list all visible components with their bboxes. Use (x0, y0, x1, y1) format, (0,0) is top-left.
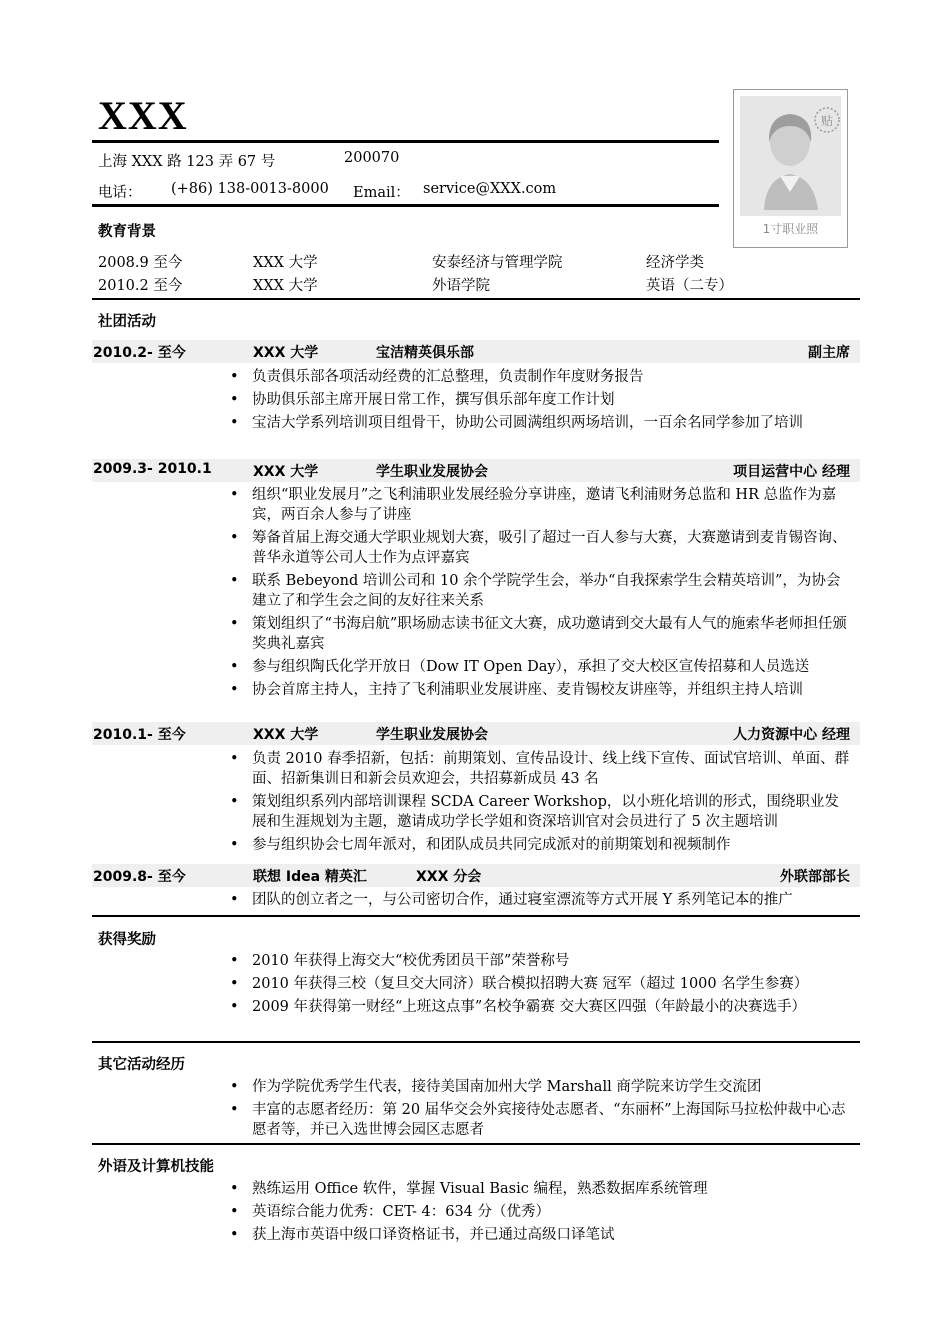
section-divider (92, 1041, 860, 1043)
clubs-title: 社团活动 (98, 314, 156, 330)
list-item: • 2010 年获得上海交大“校优秀团员干部”荣誉称号 (230, 953, 570, 969)
club-bullets (230, 485, 850, 703)
section-divider (92, 915, 860, 917)
edu-college-2: 外语学院 (432, 278, 490, 294)
awards-bullets (230, 951, 850, 1020)
phone-label: 电话： (98, 185, 142, 201)
list-item: • 策划组织了“书海启航”职场励志读书征文大赛，成功邀请到交大最有人气的施索华老师担任颁奖典礼嘉宾 (230, 616, 847, 652)
edu-date-1: 2008.9 至今 (98, 255, 183, 271)
edu-school-1: XXX 大学 (253, 255, 318, 271)
edu-college-1: 安泰经济与管理学院 (432, 255, 563, 271)
bullet-icon: • (230, 369, 239, 385)
postcode: 200070 (344, 150, 400, 166)
list-item: • 团队的创立者之一，与公司密切合作，通过寝室漂流等方式开展 Y 系列笔记本的推广 (230, 892, 793, 908)
bullet-icon: • (230, 953, 239, 969)
list-item: • 联系 Bebeyond 培训公司和 10 余个学院学生会，举办“自我探索学生会精英培训”，为协会建立了和学生会之间的友好往来关系 (230, 573, 841, 609)
club-org: XXX 大学 (253, 727, 319, 743)
bullet-icon: • (230, 659, 239, 675)
club-bullets (230, 749, 850, 858)
candidate-name: XXX (98, 93, 188, 138)
email: service@XXX.com (423, 181, 557, 197)
list-item: • 2010 年获得三校（复旦交大同济）联合模拟招聘大赛 冠军（超过 1000 名学生参赛） (230, 976, 809, 992)
skills-title: 外语及计算机技能 (98, 1159, 214, 1175)
edu-date-2: 2010.2 至今 (98, 278, 183, 294)
list-item: • 参与组织协会七周年派对，和团队成员共同完成派对的前期策划和视频制作 (230, 837, 731, 853)
bullet-icon: • (230, 573, 239, 589)
section-divider (92, 298, 860, 300)
list-item: • 2009 年获得第一财经“上班这点事”名校争霸赛 交大赛区四强（年龄最小的决赛选手） (230, 999, 806, 1015)
club-unit: XXX 分会 (416, 869, 482, 885)
list-item: • 获上海市英语中级口译资格证书，并已通过高级口译笔试 (230, 1227, 615, 1243)
club-role: 项目运营中心 经理 (733, 464, 850, 480)
edu-major-2: 英语（二专） (646, 278, 733, 294)
club-entry-header (92, 340, 860, 363)
photo-stamp-icon: 贴 (820, 114, 834, 128)
header-bottom-divider (92, 204, 719, 207)
bullet-icon: • (230, 1181, 239, 1197)
bullet-icon: • (230, 999, 239, 1015)
list-item: • 组织“职业发展月”之飞利浦职业发展经验分享讲座，邀请飞利浦财务总监和 HR 总监作为嘉宾，两百余人参与了讲座 (230, 487, 837, 523)
club-org: 联想 Idea 精英汇 (253, 869, 367, 885)
club-bullets (230, 367, 850, 436)
club-date: 2009.3- 2010.1 (93, 461, 212, 477)
list-item: • 参与组织陶氏化学开放日（Dow IT Open Day），承担了交大校区宣传招募和人员选送 (230, 659, 810, 675)
address: 上海 XXX 路 123 弄 67 号 (98, 154, 276, 170)
club-unit: 学生职业发展协会 (376, 464, 488, 480)
bullet-icon: • (230, 794, 239, 810)
bullet-icon: • (230, 892, 239, 908)
edu-school-2: XXX 大学 (253, 278, 318, 294)
email-label: Email： (353, 185, 410, 201)
club-date: 2009.8- 至今 (93, 869, 186, 885)
header-divider (92, 140, 719, 143)
bullet-icon: • (230, 392, 239, 408)
bullet-icon: • (230, 682, 239, 698)
list-item: • 策划组织系列内部培训课程 SCDA Career Workshop，以小班化培训的形式，围绕职业发展和生涯规划为主题，邀请成功学长学姐和资深培训官对会员进行了 5 次主题培训 (230, 794, 839, 830)
list-item: • 筹备首届上海交通大学职业规划大赛，吸引了超过一百人参与大赛，大赛邀请到麦肯锡咨询、普华永道等公司人士作为点评嘉宾 (230, 530, 847, 566)
photo-label: 1寸职业照 (762, 222, 819, 236)
club-bullets (230, 890, 850, 913)
awards-title: 获得奖励 (98, 932, 156, 948)
other-title: 其它活动经历 (98, 1057, 185, 1073)
list-item: • 负责俱乐部各项活动经费的汇总整理，负责制作年度财务报告 (230, 369, 644, 385)
club-role: 外联部部长 (780, 869, 850, 885)
list-item: • 英语综合能力优秀：CET- 4：634 分（优秀） (230, 1204, 550, 1220)
list-item: • 负责 2010 春季招新，包括：前期策划、宣传品设计、线上线下宣传、面试官培训、单面、群面、招新集训日和新会员欢迎会，共招募新成员 43 名 (230, 751, 850, 787)
club-role: 人力资源中心 经理 (733, 727, 850, 743)
club-unit: 宝洁精英俱乐部 (376, 345, 474, 361)
edu-major-1: 经济学类 (646, 255, 704, 271)
club-date: 2010.1- 至今 (93, 727, 186, 743)
list-item: • 协会首席主持人，主持了飞利浦职业发展讲座、麦肯锡校友讲座等，并组织主持人培训 (230, 682, 803, 698)
list-item: • 丰富的志愿者经历：第 20 届华交会外宾接待处志愿者、“东丽杯”上海国际马拉松仲裁中心志愿者等，并已入选世博会园区志愿者 (230, 1102, 846, 1138)
bullet-icon: • (230, 616, 239, 632)
list-item: • 宝洁大学系列培训项目组骨干，协助公司圆满组织两场培训，一百余名同学参加了培训 (230, 415, 803, 431)
list-item: • 作为学院优秀学生代表，接待美国南加州大学 Marshall 商学院来访学生交流团 (230, 1079, 762, 1095)
list-item: • 熟练运用 Office 软件，掌握 Visual Basic 编程，熟悉数据库系统管理 (230, 1181, 708, 1197)
bullet-icon: • (230, 1204, 239, 1220)
list-item: • 协助俱乐部主席开展日常工作，撰写俱乐部年度工作计划 (230, 392, 615, 408)
bullet-icon: • (230, 1227, 239, 1243)
bullet-icon: • (230, 530, 239, 546)
bullet-icon: • (230, 1079, 239, 1095)
section-divider (92, 1143, 860, 1145)
bullet-icon: • (230, 415, 239, 431)
bullet-icon: • (230, 751, 239, 767)
club-org: XXX 大学 (253, 345, 319, 361)
bullet-icon: • (230, 837, 239, 853)
club-unit: 学生职业发展协会 (376, 727, 488, 743)
skills-bullets (230, 1179, 850, 1248)
club-org: XXX 大学 (253, 464, 319, 480)
bullet-icon: • (230, 1102, 239, 1118)
education-title: 教育背景 (98, 224, 156, 240)
phone: (+86) 138-0013-8000 (171, 181, 329, 197)
club-role: 副主席 (808, 345, 850, 361)
bullet-icon: • (230, 976, 239, 992)
club-date: 2010.2- 至今 (93, 345, 186, 361)
other-bullets (230, 1077, 850, 1143)
bullet-icon: • (230, 487, 239, 503)
